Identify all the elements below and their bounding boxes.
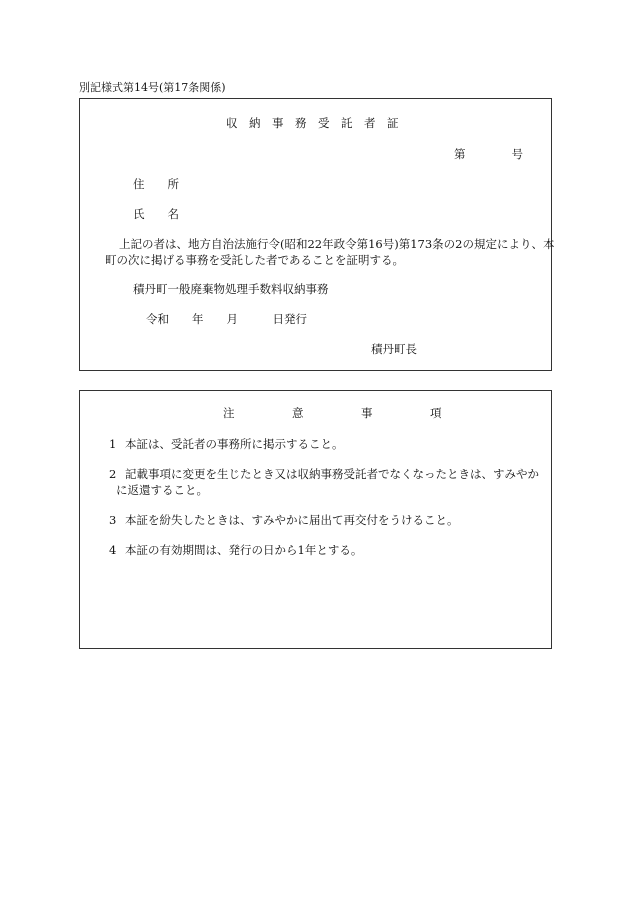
note-item-text: 本証を紛失したときは、すみやかに届出て再交付をうけること。: [125, 513, 459, 527]
notes-title: 注 意 事 項: [223, 406, 442, 420]
note-item-text: 本証は、受託者の事務所に掲示すること。: [125, 437, 344, 451]
note-item-number: 4: [109, 543, 117, 557]
note-item-number: 3: [109, 513, 117, 527]
form-number-label: 別記様式第14号(第17条関係): [79, 81, 226, 94]
entrusted-duty: 積丹町一般廃棄物処理手数料収納事務: [133, 282, 329, 296]
notes-box: [79, 390, 552, 649]
certificate-box: [79, 98, 555, 371]
issue-date: 令和 年 月 日発行: [146, 312, 307, 326]
note-item-number: 1: [109, 437, 117, 451]
note-item-text-continued: に返還すること。: [116, 483, 208, 497]
note-item-text: 本証の有効期間は、発行の日から1年とする。: [125, 543, 363, 557]
note-item-number: 2: [109, 467, 117, 481]
certificate-number: 第 号: [454, 147, 523, 161]
name-label: 氏 名: [133, 207, 179, 221]
note-item-text: 記載事項に変更を生じたとき又は収納事務受託者でなくなったときは、すみやか: [125, 467, 539, 481]
certificate-title: 収 納 事 務 受 託 者 証: [226, 116, 399, 130]
certification-text-line-2: 町の次に掲げる事務を受託した者であることを証明する。: [105, 253, 404, 267]
address-label: 住 所: [133, 177, 179, 191]
certification-text-line-1: 上記の者は、地方自治法施行令(昭和22年政令第16号)第173条の2の規定により、本: [119, 237, 555, 251]
issuer: 積丹町長: [371, 342, 417, 356]
